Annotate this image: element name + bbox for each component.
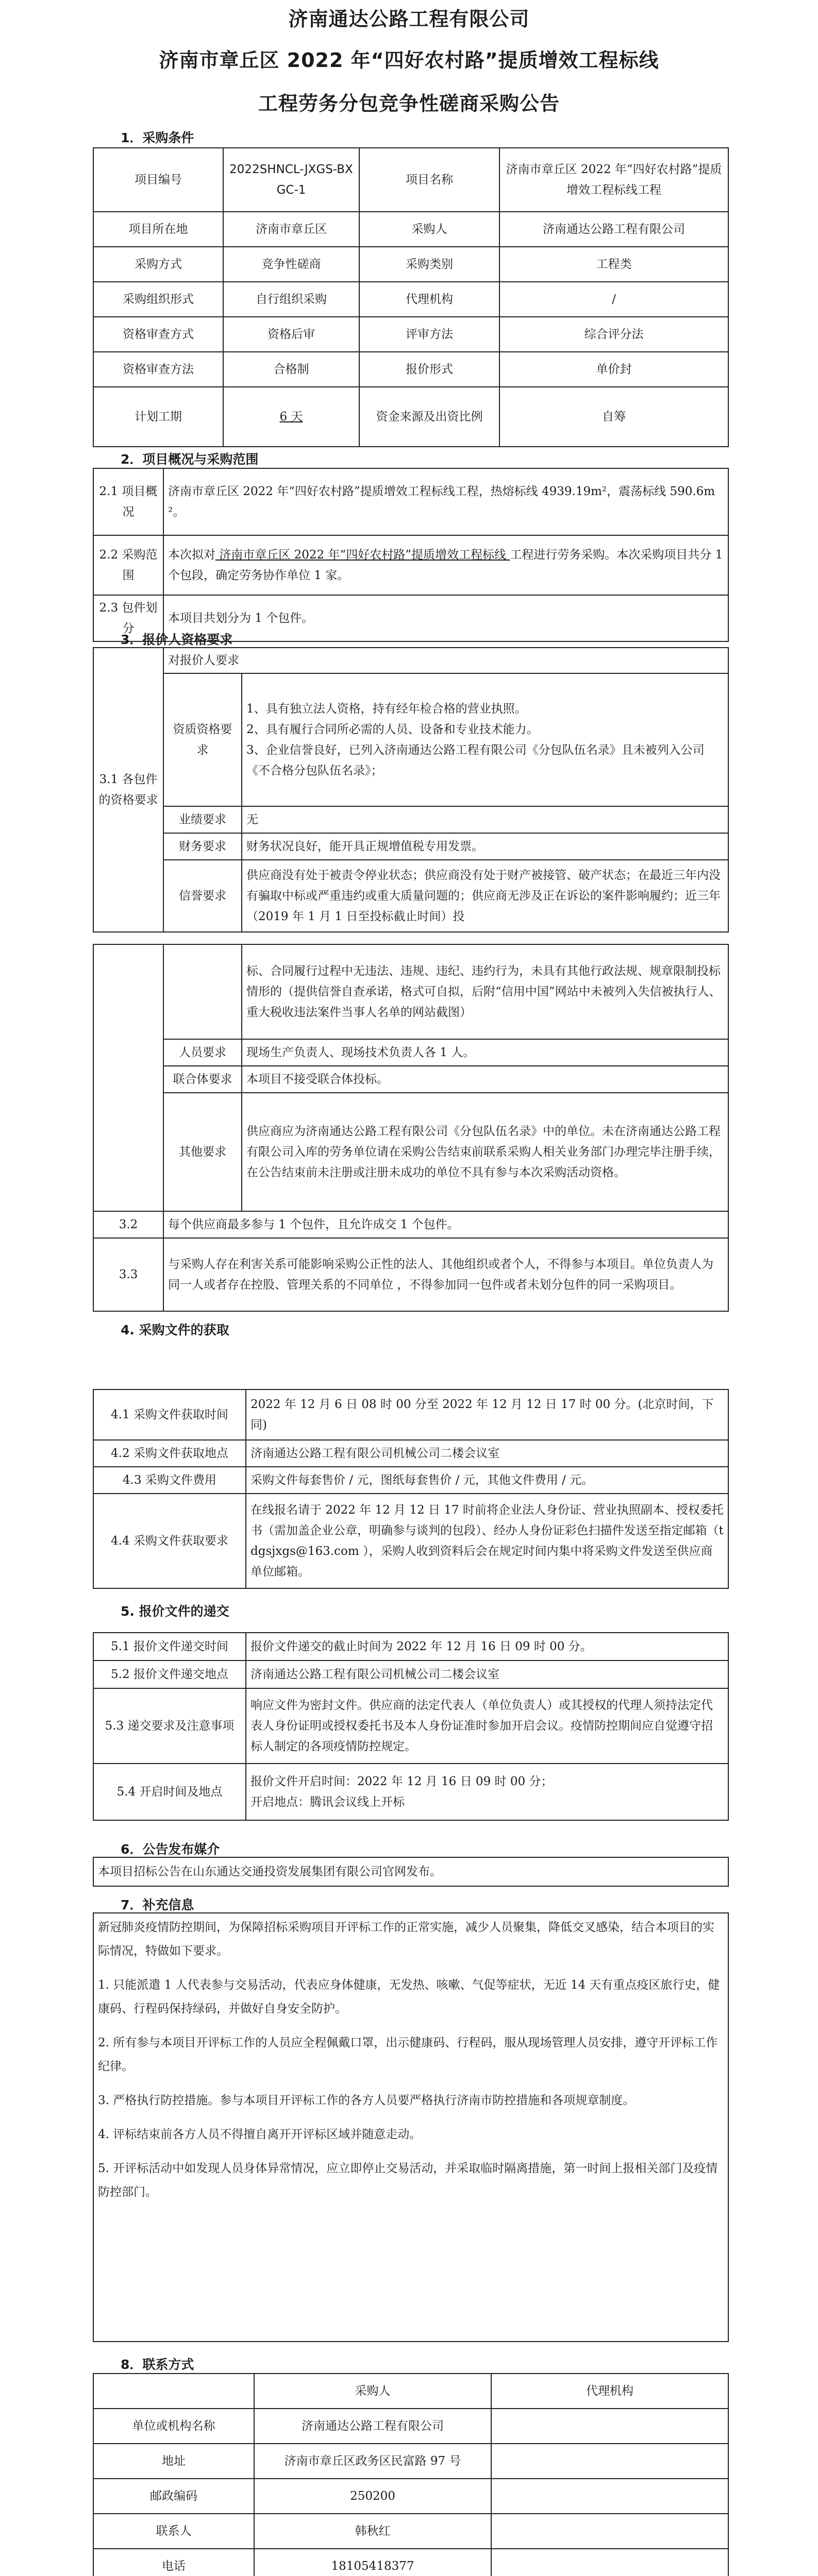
supplementary-info [93, 1913, 728, 2342]
scope-underlined-name: 济南市章丘区 2022 年“四好农村路”提质增效工程标线 [215, 548, 510, 562]
contact-value-postcode: 250200 [254, 2479, 491, 2514]
value-project-name: 济南市章丘区 2022 年“四好农村路”提质增效工程标线工程 [499, 148, 728, 212]
value-project-no: 2022SHNCL-JXGS-BXGC-1 [223, 148, 359, 212]
label-qualification-group: 3.1 各包件的资格要求 [93, 648, 163, 932]
contact-agent-person [491, 2514, 728, 2549]
section-5-title: 5. 报价文件的递交 [121, 1604, 229, 1619]
value-3-3: 与采购人存在利害关系可能影响采购公正性的法人、其他组织或者个人，不得参与本项目。单位负责人为同一人或者存在控股、管理关系的不同单位 ，不得参加同一包件或者未划分包件的同一采购项目。 [163, 1238, 728, 1311]
value-organization: 自行组织采购 [223, 282, 359, 317]
contact-label-phone: 电话 [93, 2549, 254, 2576]
contact-header-purchaser: 采购人 [254, 2374, 491, 2409]
value-submit-time: 报价文件递交的截止时间为 2022 年 12 月 16 日 09 时 00 分。 [246, 1633, 728, 1660]
value-location: 济南市章丘区 [223, 212, 359, 247]
section-2-title: 2．项目概况与采购范围 [121, 452, 259, 467]
label-scope: 2.2 采购范围 [93, 535, 163, 595]
contact-header-blank [93, 2374, 254, 2409]
publication-media-table [93, 1857, 729, 1887]
value-funding: 自筹 [499, 387, 728, 447]
document-acquisition-table [93, 1389, 729, 1589]
label-performance: 业绩要求 [163, 806, 242, 833]
contact-label-org: 单位或机构名称 [93, 2409, 254, 2444]
supplementary-info-table [93, 1912, 729, 2342]
value-acquire-place: 济南通达公路工程有限公司机械公司二楼会议室 [246, 1440, 728, 1467]
section-4-title: 4. 采购文件的获取 [121, 1323, 229, 1337]
label-consortium: 联合体要求 [163, 1066, 242, 1093]
section-8-title: 8．联系方式 [121, 2357, 194, 2372]
supplement-item-2: 2. 所有参与本项目开评标工作的人员应全程佩戴口罩，出示健康码、行程码，服从现场管理人员安排，遵守开评标工作纪律。 [98, 2036, 718, 2073]
value-acquire-requirements: 在线报名请于 2022 年 12 月 12 日 17 时前将企业法人身份证、营业执照副本、授权委托书（需加盖企业公章，明确参与谈判的包段）、经办人身份证彩色扫描件发送至指定邮箱（tdgsjxgs@163.com ），采购人收到资料后会在规定时间内集中将采购文件发送至供应商单位邮箱。 [246, 1494, 728, 1588]
label-3-2: 3.2 [93, 1211, 163, 1238]
label-acquire-place: 4.2 采购文件获取地点 [93, 1440, 246, 1467]
label-funding: 资金来源及出资比例 [359, 387, 499, 447]
contact-label-address: 地址 [93, 2444, 254, 2479]
value-other: 供应商应为济南通达公路工程有限公司《分包队伍名录》中的单位。未在济南通达公路工程有限公司入库的劳务单位请在采购公告结束前联系采购人相关业务部门办理完毕注册手续，在公告结束前未注册或注册未成功的单位不具有参与本次采购活动资格。 [242, 1093, 728, 1211]
label-submit-time: 5.1 报价文件递交时间 [93, 1633, 246, 1660]
label-eval-method: 评审方法 [359, 317, 499, 352]
value-review-mode: 资格后审 [223, 317, 359, 352]
bidder-qualification-table-part2 [93, 944, 729, 1312]
label-document-fee: 4.3 采购文件费用 [93, 1467, 246, 1494]
label-submit-requirements: 5.3 递交要求及注意事项 [93, 1688, 246, 1764]
contact-value-person: 韩秋红 [254, 2514, 491, 2549]
label-lots: 2.3 包件划分 [93, 595, 163, 641]
value-document-fee: 采购文件每套售价 / 元，图纸每套售价 / 元，其他文件费用 / 元。 [246, 1467, 728, 1494]
contact-value-address: 济南市章丘区政务区民富路 97 号 [254, 2444, 491, 2479]
value-opening: 报价文件开启时间：2022 年 12 月 16 日 09 时 00 分； 开启地点：腾讯会议线上开标 [246, 1764, 728, 1820]
value-credit: 供应商没有处于被责令停业状态；供应商没有处于财产被接管、破产状态；在最近三年内没有骗取中标或严重违约或重大质量问题的；供应商无涉及正在诉讼的案件影响履约；近三年（2019 年 1 月 1 日至投标截止时间）投 [242, 860, 728, 932]
label-opening: 5.4 开启时间及地点 [93, 1764, 246, 1820]
value-category: 工程类 [499, 247, 728, 282]
procurement-conditions-table [93, 147, 729, 447]
value-agent: / [499, 282, 728, 317]
project-title-line2: 工程劳务分包竞争性磋商采购公告 [258, 92, 560, 115]
label-finance: 财务要求 [163, 833, 242, 860]
project-title-line1: 济南市章丘区 2022 年“四好农村路”提质增效工程标线 [159, 49, 659, 72]
supplement-item-4: 4. 评标结束前各方人员不得擅自离开开评标区域并随意走动。 [98, 2128, 422, 2141]
value-overview: 济南市章丘区 2022 年“四好农村路”提质增效工程标线工程，热熔标线 4939.19m²，震荡标线 590.6m²。 [163, 468, 728, 535]
label-acquire-requirements: 4.4 采购文件获取要求 [93, 1494, 246, 1588]
contact-agent-phone [491, 2549, 728, 2576]
label-agent: 代理机构 [359, 282, 499, 317]
label-project-name: 项目名称 [359, 148, 499, 212]
label-purchaser: 采购人 [359, 212, 499, 247]
supplement-item-1: 1. 只能派遣 1 人代表参与交易活动，代表应身体健康，无发热、咳嗽、气促等症状，无近 14 天有重点疫区旅行史，健康码、行程码保持绿码，并做好自身安全防护。 [98, 1978, 720, 2015]
value-finance: 财务状况良好，能开具正规增值税专用发票。 [242, 833, 728, 860]
label-organization: 采购组织形式 [93, 282, 223, 317]
label-project-no: 项目编号 [93, 148, 223, 212]
value-duration: 6 天 [223, 387, 359, 447]
value-method: 竞争性磋商 [223, 247, 359, 282]
value-submit-place: 济南通达公路工程有限公司机械公司二楼会议室 [246, 1660, 728, 1688]
bidder-qualification-table-part1 [93, 647, 729, 933]
contact-header-agent: 代理机构 [491, 2374, 728, 2409]
qualification-group-continued [93, 944, 163, 1211]
contact-table [93, 2373, 729, 2576]
label-method: 采购方式 [93, 247, 223, 282]
bidder-requirements-head: 对报价人要求 [163, 648, 728, 673]
label-quote-form: 报价形式 [359, 352, 499, 387]
supplement-intro: 新冠肺炎疫情防控期间，为保障招标采购项目开评标工作的正常实施，减少人员聚集，降低交叉感染，结合本项目的实际情况，特做如下要求。 [98, 1921, 714, 1958]
value-eval-method: 综合评分法 [499, 317, 728, 352]
value-performance: 无 [242, 806, 728, 833]
value-review-method: 合格制 [223, 352, 359, 387]
contact-agent-org [491, 2409, 728, 2444]
contact-label-postcode: 邮政编码 [93, 2479, 254, 2514]
value-purchaser: 济南通达公路工程有限公司 [499, 212, 728, 247]
contact-value-org: 济南通达公路工程有限公司 [254, 2409, 491, 2444]
label-credit: 信誉要求 [163, 860, 242, 932]
contact-label-person: 联系人 [93, 2514, 254, 2549]
project-overview-table [93, 468, 729, 642]
label-location: 项目所在地 [93, 212, 223, 247]
contact-value-phone: 18105418377 [254, 2549, 491, 2576]
value-qualification: 1、具有独立法人资格，持有经年检合格的营业执照。 2、具有履行合同所必需的人员、设备和专业技术能力。 3、企业信誉良好，已列入济南通达公路工程有限公司《分包队伍名录》且未被列入公司《不合格分包队伍名录》； [242, 673, 728, 806]
contact-agent-postcode [491, 2479, 728, 2514]
label-overview: 2.1 项目概况 [93, 468, 163, 535]
label-category: 采购类别 [359, 247, 499, 282]
value-lots: 本项目共划分为 1 个包件。 [163, 595, 728, 641]
bid-submission-table [93, 1632, 729, 1821]
supplement-item-5: 5. 开评标活动中如发现人员身体异常情况，应立即停止交易活动，并采取临时隔离措施，第一时间上报相关部门及疫情防控部门。 [98, 2162, 718, 2199]
label-qualification: 资质资格要求 [163, 673, 242, 806]
value-consortium: 本项目不接受联合体投标。 [242, 1066, 728, 1093]
company-title: 济南通达公路工程有限公司 [288, 8, 530, 30]
contact-agent-address [491, 2444, 728, 2479]
value-quote-form: 单价封 [499, 352, 728, 387]
label-3-3: 3.3 [93, 1238, 163, 1311]
value-staff: 现场生产负责人、现场技术负责人各 1 人。 [242, 1039, 728, 1066]
value-3-2: 每个供应商最多参与 1 个包件，且允许成交 1 个包件。 [163, 1211, 728, 1238]
value-scope: 本次拟对 济南市章丘区 2022 年“四好农村路”提质增效工程标线 工程进行劳务采购。本次采购项目共分 1 个包段，确定劳务协作单位 1 家。 [163, 535, 728, 595]
value-acquire-time: 2022 年 12 月 6 日 08 时 00 分至 2022 年 12 月 12 日 17 时 00 分。(北京时间，下同) [246, 1389, 728, 1440]
section-6-title: 6．公告发布媒介 [121, 1842, 220, 1857]
label-review-mode: 资格审查方式 [93, 317, 223, 352]
supplement-item-3: 3. 严格执行防控措施。参与本项目开评标工作的各方人员要严格执行济南市防控措施和各项规章制度。 [98, 2094, 635, 2107]
section-7-title: 7．补充信息 [121, 1897, 194, 1912]
label-review-method: 资格审查方法 [93, 352, 223, 387]
credit-continued-label [163, 944, 242, 1039]
value-publication-media: 本项目招标公告在山东通达交通投资发展集团有限公司官网发布。 [93, 1857, 728, 1886]
label-duration: 计划工期 [93, 387, 223, 447]
label-acquire-time: 4.1 采购文件获取时间 [93, 1389, 246, 1440]
section-1-title: 1．采购条件 [121, 130, 194, 145]
label-submit-place: 5.2 报价文件递交地点 [93, 1660, 246, 1688]
label-other: 其他要求 [163, 1093, 242, 1211]
value-credit-continued: 标、合同履行过程中无违法、违规、违纪、违约行为，未具有其他行政法规、规章限制投标情形的（提供信誉自查承诺，格式可自拟，后附“信用中国”网站中未被列入失信被执行人、重大税收违法案件当事人名单的网站截图） [242, 944, 728, 1039]
value-submit-requirements: 响应文件为密封文件。供应商的法定代表人（单位负责人）或其授权的代理人须持法定代表人身份证明或授权委托书及本人身份证准时参加开启会议。疫情防控期间应自觉遵守招标人制定的各项疫情防控规定。 [246, 1688, 728, 1764]
section-3-title: 3．报价人资格要求 [121, 632, 233, 647]
label-staff: 人员要求 [163, 1039, 242, 1066]
